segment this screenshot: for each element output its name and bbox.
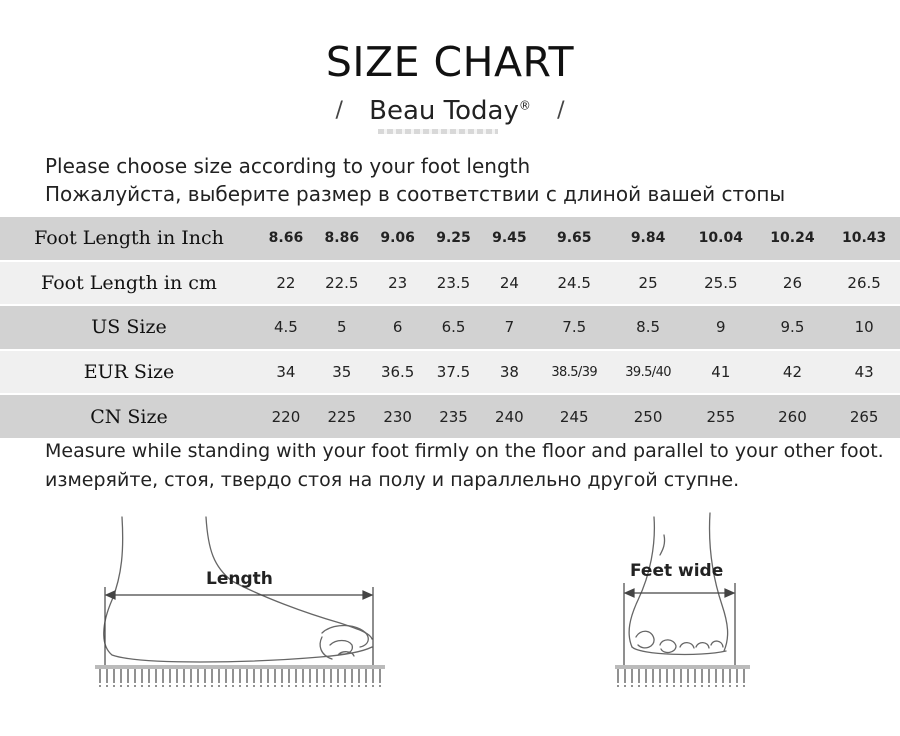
row-header: CN Size xyxy=(0,395,258,438)
arrow-right-icon xyxy=(363,591,372,599)
side-ruler xyxy=(95,665,385,687)
table-cell: 9.84 xyxy=(611,217,685,260)
row-header: Foot Length in cm xyxy=(0,262,258,305)
table-cell: 23 xyxy=(370,262,426,305)
table-cell: 6.5 xyxy=(426,306,482,349)
table-cell: 24.5 xyxy=(537,262,611,305)
foot-illustration-svg xyxy=(0,505,900,736)
table-cell: 235 xyxy=(426,395,482,438)
page-title: SIZE CHART xyxy=(325,38,575,86)
table-cell: 220 xyxy=(258,395,314,438)
intro-text-english: Please choose size according to your foot length xyxy=(45,154,531,178)
table-cell: 35 xyxy=(314,351,370,394)
measure-instruction-russian: измеряйте, стоя, твердо стоя на полу и параллельно другой ступне. xyxy=(45,469,740,491)
brand-row xyxy=(0,96,900,130)
front-ruler xyxy=(615,665,750,687)
arrow-left-icon xyxy=(625,589,634,597)
table-cell: 9.06 xyxy=(370,217,426,260)
table-cell: 250 xyxy=(611,395,685,438)
table-cell: 7.5 xyxy=(537,306,611,349)
brand-name: Beau Today xyxy=(369,96,519,126)
table-row-cm xyxy=(0,262,900,305)
table-cell: 8.5 xyxy=(611,306,685,349)
length-label: Length xyxy=(206,569,273,589)
intro-text-russian: Пожалуйста, выберите размер в соответствии с длиной вашей стопы xyxy=(45,182,786,206)
table-cell: 25 xyxy=(611,262,685,305)
row-header: EUR Size xyxy=(0,351,258,394)
arrow-left-icon xyxy=(106,591,115,599)
table-cell: 24 xyxy=(481,262,537,305)
table-row-inch xyxy=(0,217,900,260)
table-cell: 8.66 xyxy=(258,217,314,260)
table-cell: 9.25 xyxy=(426,217,482,260)
table-cell: 240 xyxy=(481,395,537,438)
table-cell: 23.5 xyxy=(426,262,482,305)
table-cell: 43 xyxy=(828,351,900,394)
table-cell: 10.04 xyxy=(685,217,757,260)
table-cell: 26.5 xyxy=(828,262,900,305)
table-cell: 9 xyxy=(685,306,757,349)
table-cell: 39.5/40 xyxy=(611,351,685,394)
table-cell: 260 xyxy=(757,395,829,438)
measure-instruction-english: Measure while standing with your foot firmly on the floor and parallel to your other foot. xyxy=(45,440,884,462)
table-cell: 4.5 xyxy=(258,306,314,349)
size-table xyxy=(0,217,900,438)
table-cell: 34 xyxy=(258,351,314,394)
side-foot-icon xyxy=(104,517,372,662)
table-cell: 6 xyxy=(370,306,426,349)
row-header: Foot Length in Inch xyxy=(0,217,258,260)
right-slash: / xyxy=(557,98,565,123)
table-row-cn xyxy=(0,395,900,438)
table-row-eur xyxy=(0,351,900,394)
table-row-us xyxy=(0,306,900,349)
table-cell: 225 xyxy=(314,395,370,438)
row-header: US Size xyxy=(0,306,258,349)
table-cell: 26 xyxy=(757,262,829,305)
arrow-right-icon xyxy=(725,589,734,597)
table-cell: 25.5 xyxy=(685,262,757,305)
table-cell: 230 xyxy=(370,395,426,438)
table-cell: 22.5 xyxy=(314,262,370,305)
table-cell: 38 xyxy=(481,351,537,394)
table-cell: 9.5 xyxy=(757,306,829,349)
foot-measure-illustration xyxy=(0,505,900,736)
table-cell: 255 xyxy=(685,395,757,438)
table-cell: 10.24 xyxy=(757,217,829,260)
left-slash: / xyxy=(335,98,343,123)
table-cell: 245 xyxy=(537,395,611,438)
table-cell: 42 xyxy=(757,351,829,394)
table-cell: 36.5 xyxy=(370,351,426,394)
length-guides xyxy=(105,587,373,665)
table-cell: 9.45 xyxy=(481,217,537,260)
table-cell: 10.43 xyxy=(828,217,900,260)
front-foot-icon xyxy=(629,513,728,654)
table-cell: 7 xyxy=(481,306,537,349)
table-cell: 10 xyxy=(828,306,900,349)
registered-mark: ® xyxy=(518,98,531,113)
brand-reflection xyxy=(378,129,498,134)
table-cell: 22 xyxy=(258,262,314,305)
table-cell: 5 xyxy=(314,306,370,349)
table-cell: 9.65 xyxy=(537,217,611,260)
table-cell: 265 xyxy=(828,395,900,438)
feet-wide-label: Feet wide xyxy=(630,561,724,581)
table-cell: 38.5/39 xyxy=(537,351,611,394)
table-cell: 41 xyxy=(685,351,757,394)
table-cell: 37.5 xyxy=(426,351,482,394)
table-cell: 8.86 xyxy=(314,217,370,260)
